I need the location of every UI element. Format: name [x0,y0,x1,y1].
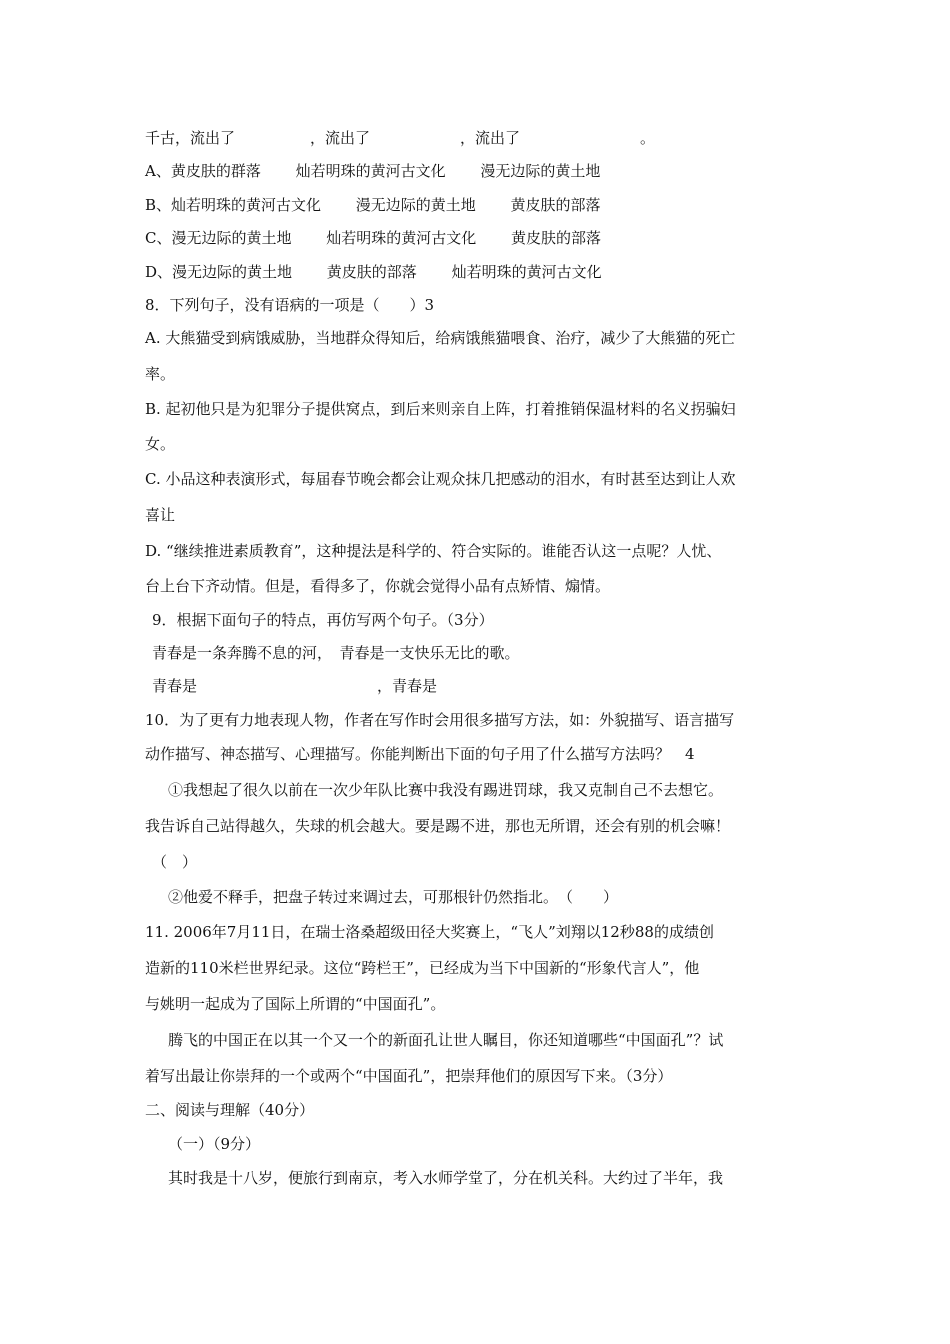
text-line: 腾飞的中国正在以其一个又一个的新面孔让世人瞩目，你还知道哪些“中国面孔”？试 [168,1031,724,1049]
option-a: A、黄皮肤的群落 灿若明珠的黄河古文化 漫无边际的黄土地 [145,162,601,180]
option-c: C、漫无边际的黄土地 灿若明珠的黄河古文化 黄皮肤的部落 [145,229,602,247]
example-sentence: 青春是一条奔腾不息的河， 青春是一支快乐无比的歌。 [152,644,520,662]
text-line: 女。 [145,435,176,453]
section-heading: 二、阅读与理解（40分） [145,1101,315,1119]
answer-blank: （ ） [152,853,198,871]
question-8: 8．下列句子，没有语病的一项是（ ）3 [145,296,435,314]
question-9: 9．根据下面句子的特点，再仿写两个句子。（3分） [152,611,494,629]
sentence-1: ①我想起了很久以前在一次少年队比赛中我没有踢进罚球，我又克制自己不去想它。 [168,781,724,799]
q8-option-c: C. 小品这种表演形式，每届春节晚会都会让观众抹几把感动的泪水，有时甚至达到让人欢 [145,470,736,488]
option-b: B、灿若明珠的黄河古文化 漫无边际的黄土地 黄皮肤的部落 [145,196,601,214]
subsection-heading: （一）（9分） [168,1135,261,1153]
sentence-2: ②他爱不释手，把盘子转过来调过去，可那根针仍然指北。 （ ） [168,888,619,906]
question-11: 11. 2006年7月11日，在瑞士洛桑超级田径大奖赛上，“飞人”刘翔以12秒88的成绩创 [145,923,714,941]
text-line: 率。 [145,365,176,383]
imitation-blank: 青春是 ，青春是 [152,677,438,695]
option-d: D、漫无边际的黄土地 黄皮肤的部落 灿若明珠的黄河古文化 [145,263,602,281]
text-line: 与姚明一起成为了国际上所谓的“中国面孔”。 [145,995,446,1013]
text-line: 千古，流出了 ，流出了 ，流出了 。 [145,129,656,147]
text-line: 着写出最让你崇拜的一个或两个“中国面孔”，把崇拜他们的原因写下来。（3分） [145,1067,673,1085]
q8-option-a: A. 大熊猫受到病饿威胁，当地群众得知后，给病饿熊猫喂食、治疗，减少了大熊猫的死亡 [145,329,736,347]
q8-option-d: D. “继续推进素质教育”，这种提法是科学的、符合实际的。谁能否认这一点呢？人忧、 [145,542,722,560]
text-line: 台上台下齐动情。但是，看得多了，你就会觉得小品有点矫情、煽情。 [145,577,611,595]
text-line: 喜让 [145,506,176,524]
question-10: 10．为了更有力地表现人物，作者在写作时会用很多描写方法，如：外貌描写、语言描写 [145,711,735,729]
reading-passage: 其时我是十八岁，便旅行到南京，考入水师学堂了，分在机关科。大约过了半年，我 [168,1169,724,1187]
q8-option-b: B. 起初他只是为犯罪分子提供窝点，到后来则亲自上阵，打着推销保温材料的名义拐骗妇 [145,400,736,418]
text-line: 我告诉自己站得越久，失球的机会越大。要是踢不进，那也无所谓，还会有别的机会嘛！ [145,817,731,835]
text-line: 造新的110米栏世界纪录。这位“跨栏王”，已经成为当下中国新的“形象代言人”，他 [145,959,700,977]
text-line: 动作描写、神态描写、心理描写。你能判断出下面的句子用了什么描写方法吗？ 4 [145,745,695,763]
